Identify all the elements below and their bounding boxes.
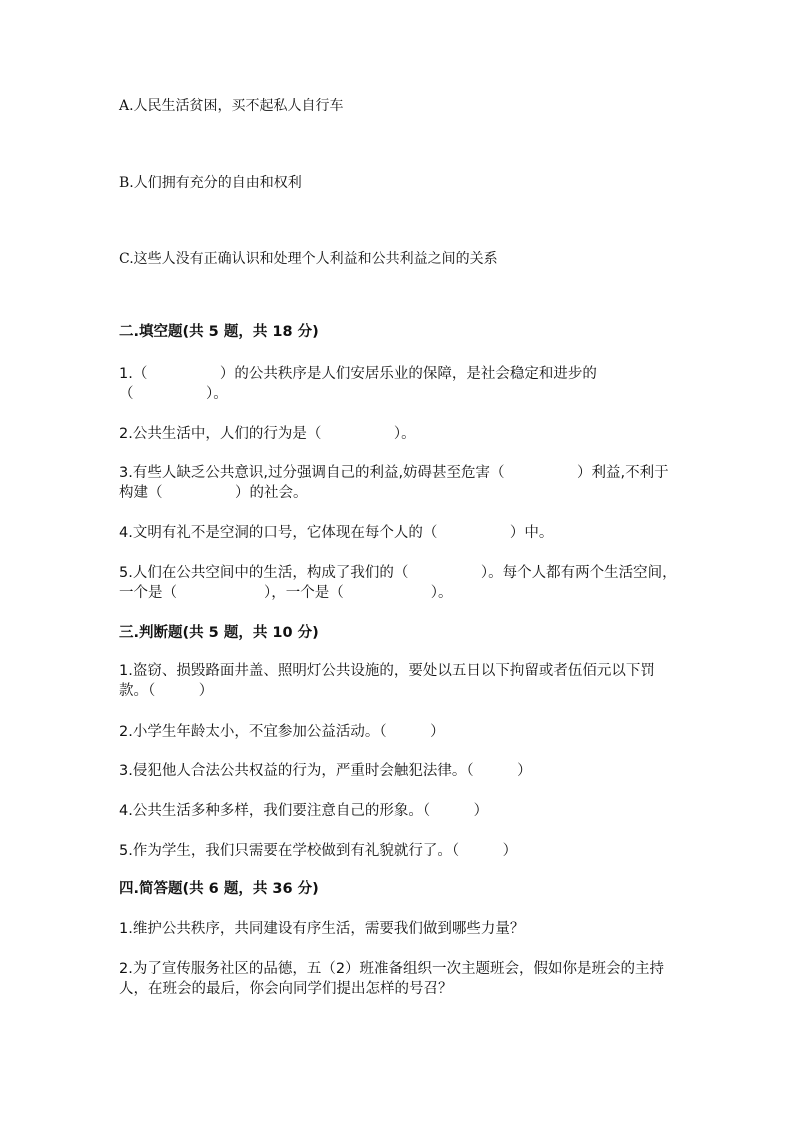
judge-question-4: 4.公共生活多种多样，我们要注意自己的形象。（ ） — [119, 803, 489, 819]
fill-question-2: 2.公共生活中，人们的行为是（ ）。 — [119, 426, 416, 442]
option-a: A.人民生活贫困，买不起私人自行车 — [119, 98, 344, 114]
section-judge-title: 三.判断题(共 5 题，共 10 分) — [119, 625, 319, 641]
fill-question-1: 1.（ ）的公共秩序是人们安居乐业的保障，是社会稳定和进步的（ ）。 — [119, 366, 597, 402]
fill-question-4: 4.文明有礼不是空洞的口号，它体现在每个人的（ ）中。 — [119, 525, 554, 541]
fill-question-3: 3.有些人缺乏公共意识,过分强调自己的利益,妨碍甚至危害（ ）利益,不利于构建（ ）的社会。 — [119, 465, 669, 501]
short-question-1: 1.维护公共秩序，共同建设有序生活，需要我们做到哪些力量？ — [119, 921, 525, 937]
option-b: B.人们拥有充分的自由和权利 — [119, 175, 302, 191]
judge-question-1: 1.盗窃、损毁路面井盖、照明灯公共设施的，要处以五日以下拘留或者伍佰元以下罚款。（ ） — [119, 663, 655, 699]
short-question-2: 2.为了宣传服务社区的品德，五（2）班准备组织一次主题班会，假如你是班会的主持人，在班会的最后，你会向同学们提出怎样的号召？ — [119, 961, 665, 997]
section-fill-title: 二.填空题(共 5 题，共 18 分) — [119, 324, 319, 340]
option-c: C.这些人没有正确认识和处理个人利益和公共利益之间的关系 — [119, 251, 498, 267]
judge-question-3: 3.侵犯他人合法公共权益的行为，严重时会触犯法律。（ ） — [119, 763, 532, 779]
judge-question-5: 5.作为学生，我们只需要在学校做到有礼貌就行了。（ ） — [119, 843, 518, 859]
judge-question-2: 2.小学生年龄太小，不宜参加公益活动。（ ） — [119, 724, 445, 740]
section-short-title: 四.简答题(共 6 题，共 36 分) — [119, 881, 319, 897]
fill-question-5: 5.人们在公共空间中的生活，构成了我们的（ ）。每个人都有两个生活空间，一个是（ ），一个是（ ）。 — [119, 565, 677, 601]
